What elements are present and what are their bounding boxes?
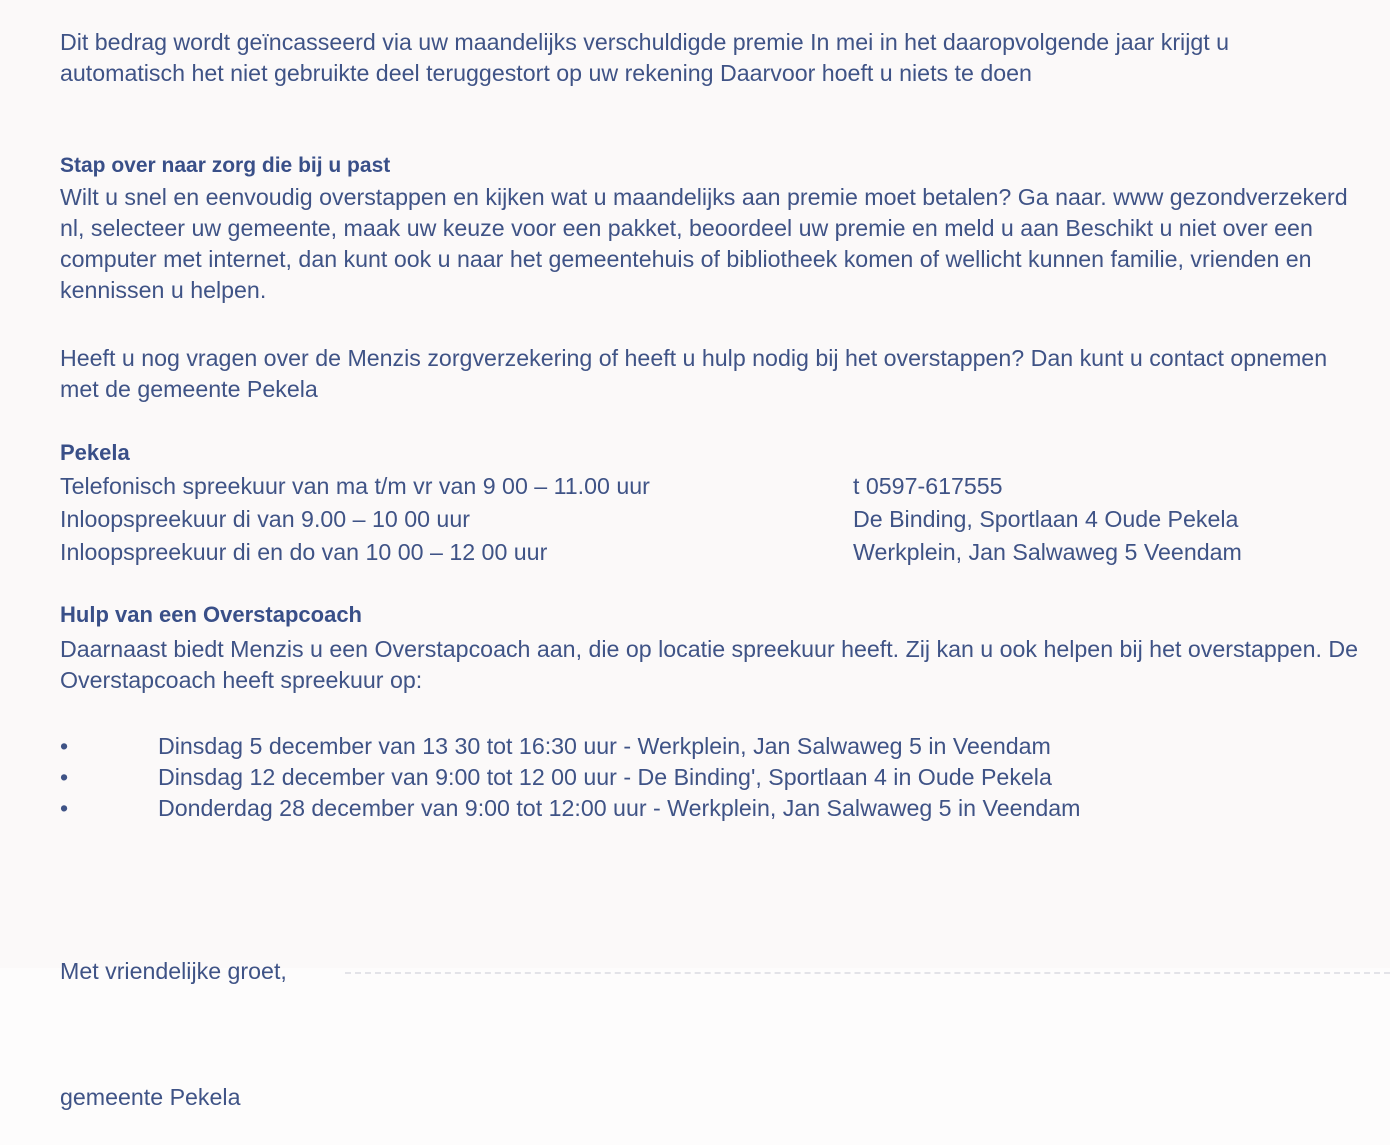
contact-row [60,504,1360,537]
walk-in-hours: Inloopspreekuur di van 9.00 – 10 00 uur [60,506,470,532]
schedule-text: Donderdag 28 december van 9:00 tot 12:00 uur - Werkplein, Jan Salwaweg 5 in Veendam [158,795,1081,821]
switch-paragraph: Wilt u snel en eenvoudig overstappen en kijken wat u maandelijks aan premie moet betalen? Ga naar. www gezondverzekerd nl, selecteer uw gemeente, maak uw keuze voor een pakket, beoordeel uw premie en meld u aan Beschikt u niet over een computer met internet, dan kunt ook u naar het gemeentehuis of bibliotheek komen of wellicht kunnen familie, vrienden en kennissen u helpen. [60,184,1348,303]
bullet-icon: • [60,733,69,759]
list-item [60,731,1158,762]
pekela-heading: Pekela [60,440,130,465]
intro-paragraph: Dit bedrag wordt geïncasseerd via uw maandelijks verschuldigde premie In mei in het daaropvolgende jaar krijgt u automatisch het niet gebruikte deel teruggestort op uw rekening Daarvoor hoeft u niets te doen [60,29,1230,86]
greeting: Met vriendelijke groet, [60,958,287,984]
schedule-text: Dinsdag 5 december van 13 30 tot 16:30 uur - Werkplein, Jan Salwaweg 5 in Veendam [158,733,1051,759]
signature: gemeente Pekela [60,1084,241,1110]
paper-fold [0,968,1390,1145]
list-item [60,762,1158,793]
bullet-icon: • [60,795,69,821]
coach-paragraph: Daarnaast biedt Menzis u een Overstapcoach aan, die op locatie spreekuur heeft. Zij kan u ook helpen bij het overstappen. De Overstapcoach heeft spreekuur op: [60,636,1359,693]
phone-hours: Telefonisch spreekuur van ma t/m vr van 9 00 – 11.00 uur [60,473,650,499]
questions-paragraph: Heeft u nog vragen over de Menzis zorgverzekering of heeft u hulp nodig bij het overstappen? Dan kunt u contact opnemen met de gemeente Pekela [60,345,1328,402]
walk-in-location: De Binding, Sportlaan 4 Oude Pekela [853,506,1239,532]
coach-schedule-list [60,731,1360,824]
walk-in-hours: Inloopspreekuur di en do van 10 00 – 12 00 uur [60,539,548,565]
contact-info [60,471,1360,570]
phone-number: t 0597-617555 [853,473,1003,499]
switch-heading: Stap over naar zorg die bij u past [60,154,391,177]
walk-in-location: Werkplein, Jan Salwaweg 5 Veendam [853,539,1242,565]
list-item [60,793,1158,824]
contact-row [60,471,1360,504]
contact-row [60,537,1360,570]
bullet-icon: • [60,764,69,790]
coach-heading: Hulp van een Overstapcoach [60,602,362,627]
schedule-text: Dinsdag 12 december van 9:00 tot 12 00 uur - De Binding', Sportlaan 4 in Oude Pekela [158,764,1052,790]
